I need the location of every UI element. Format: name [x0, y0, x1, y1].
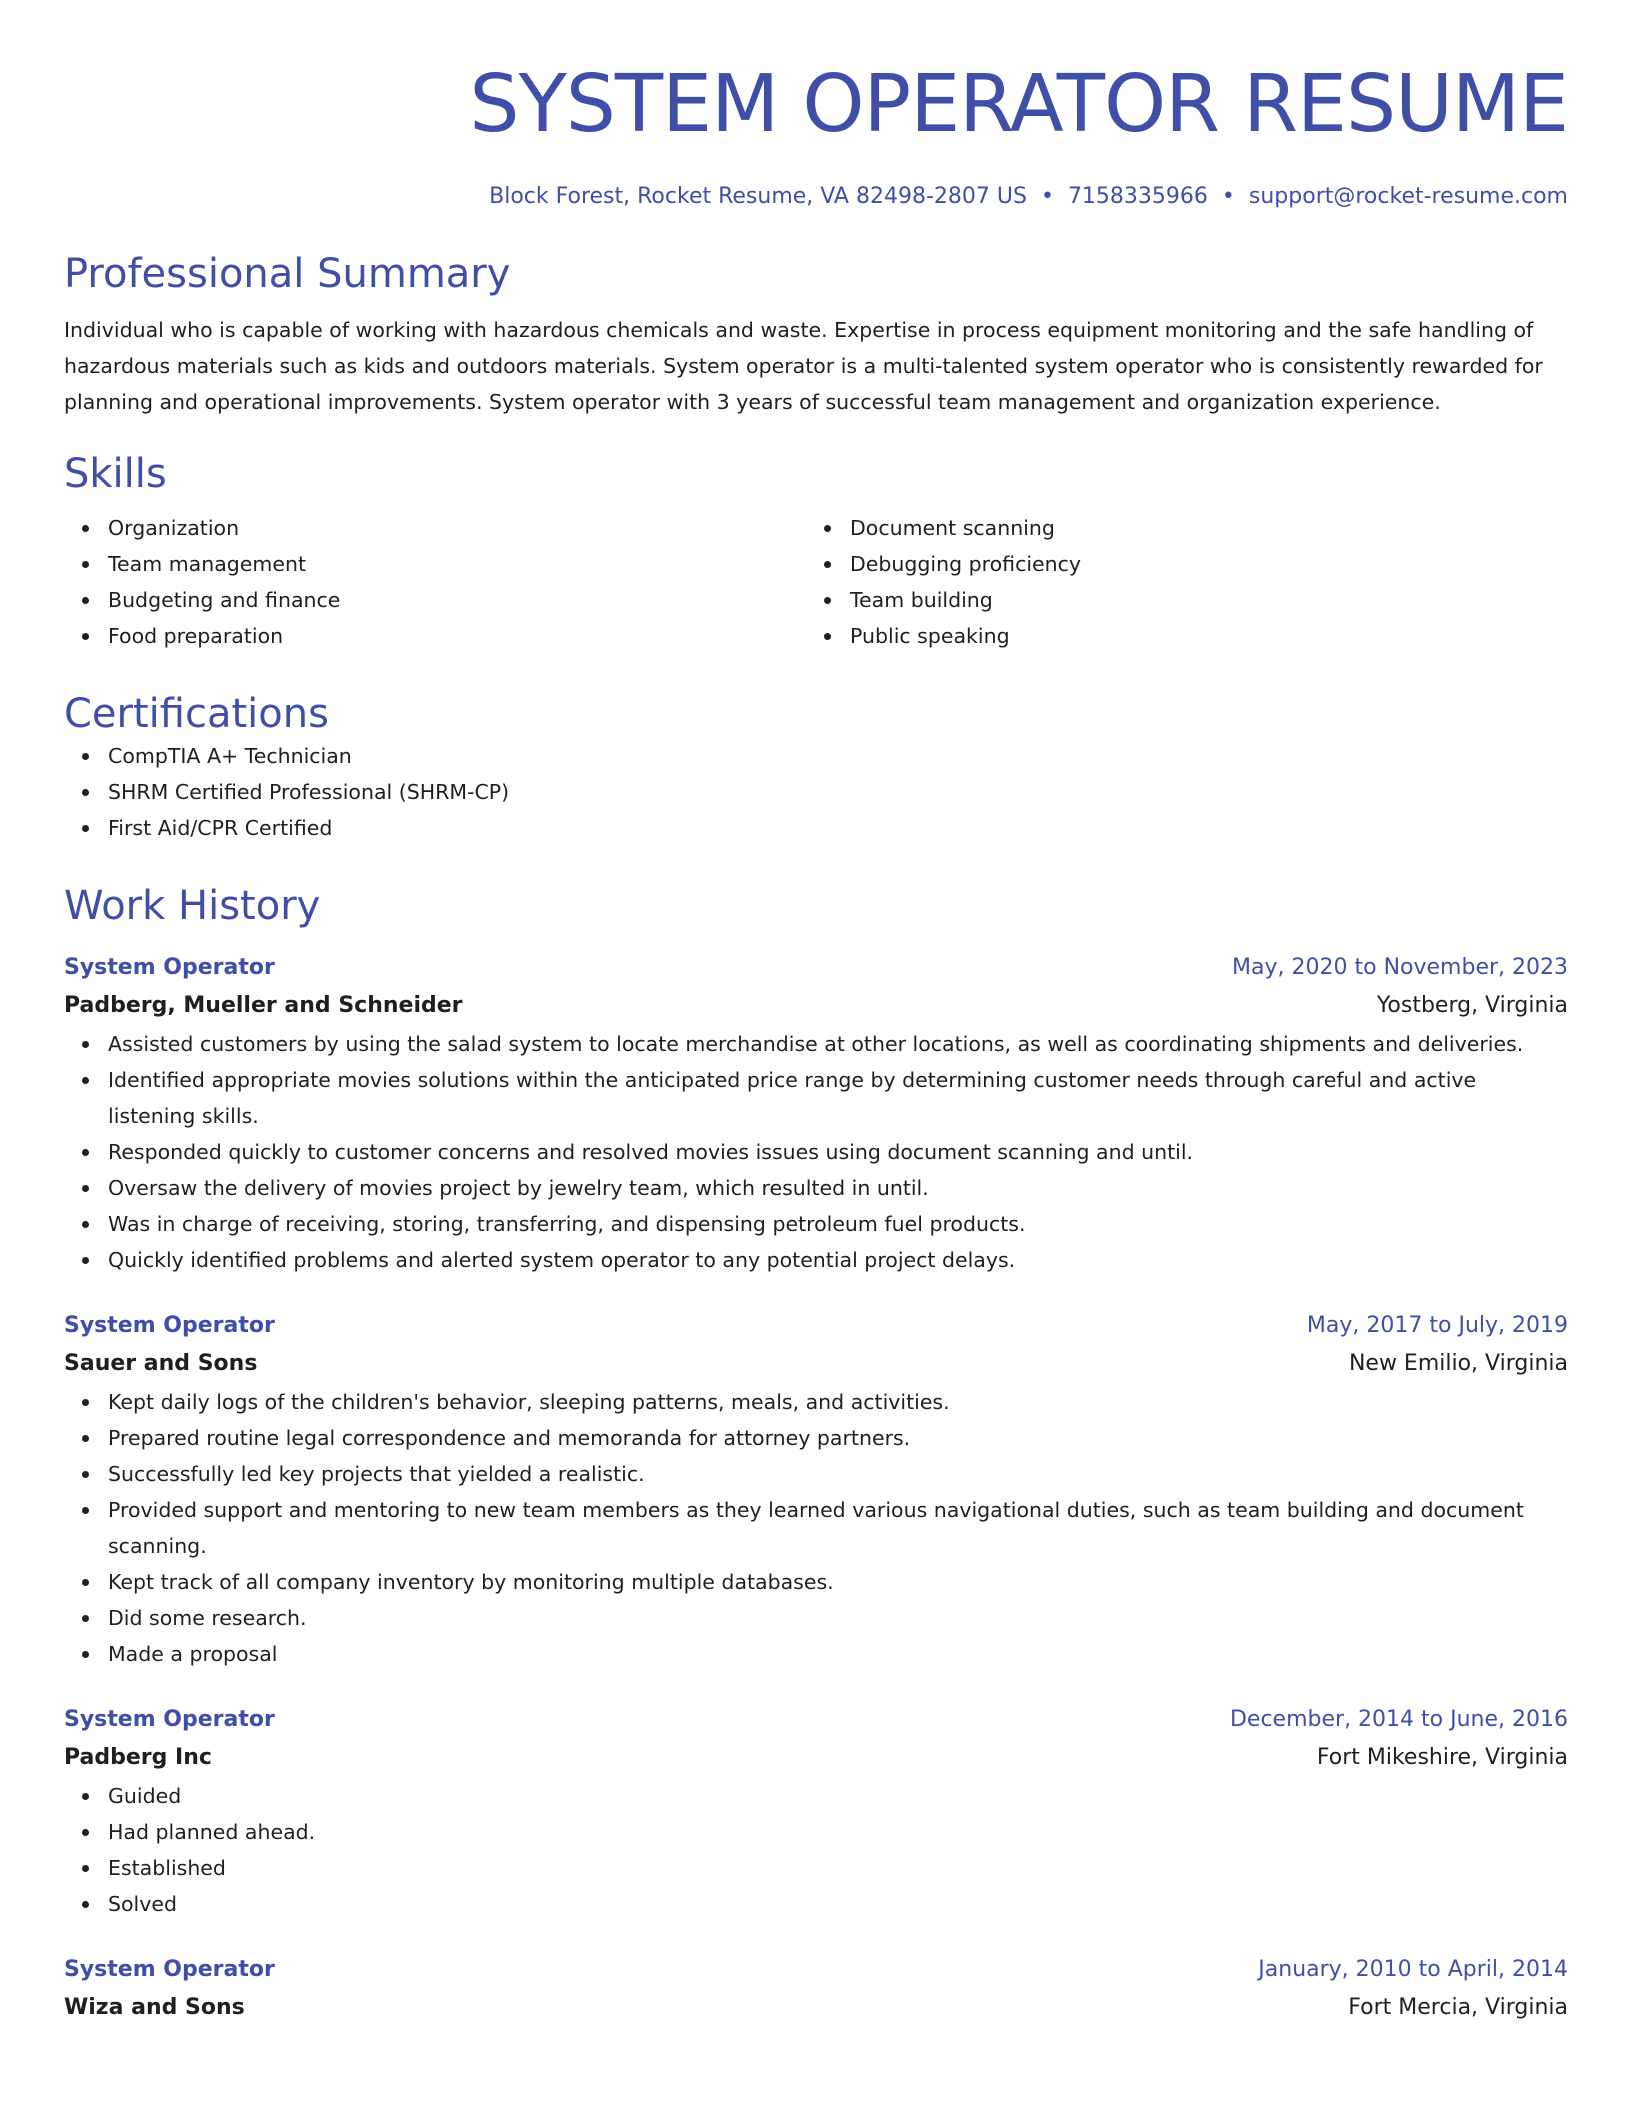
job-title: System Operator — [64, 1707, 275, 1732]
job-bullet: Prepared routine legal correspondence and memoranda for attorney partners. — [64, 1420, 1568, 1456]
job-dates: May, 2017 to July, 2019 — [1306, 1313, 1568, 1338]
job-header-row — [64, 950, 1568, 986]
contact-email: support@rocket-resume.com — [1248, 184, 1568, 209]
job-bullet: Solved — [64, 1886, 1568, 1922]
skills-column-left — [64, 510, 806, 654]
job-title: System Operator — [64, 955, 275, 980]
contact-address: Block Forest, Rocket Resume, VA 82498-2807 US — [489, 184, 1027, 209]
contact-separator: • — [1221, 184, 1235, 209]
job-company: Wiza and Sons — [64, 1995, 245, 2020]
skill-item: Team building — [806, 582, 1548, 618]
contact-separator: • — [1040, 184, 1054, 209]
resume-title: SYSTEM OPERATOR RESUME — [469, 58, 1568, 150]
job-bullet: Did some research. — [64, 1600, 1568, 1636]
job-title: System Operator — [64, 1313, 275, 1338]
job-bullet: Responded quickly to customer concerns and resolved movies issues using document scanning and until. — [64, 1134, 1568, 1170]
job-bullet: Had planned ahead. — [64, 1814, 1568, 1850]
job-bullet: Identified appropriate movies solutions within the anticipated price range by determining customer needs through careful and active listening skills. — [64, 1062, 1568, 1134]
certification-item: SHRM Certified Professional (SHRM-CP) — [64, 774, 1568, 810]
skills-heading: Skills — [64, 451, 167, 497]
job-dates: January, 2010 to April, 2014 — [1258, 1957, 1568, 1982]
job-bullet: Quickly identified problems and alerted system operator to any potential project delays. — [64, 1242, 1568, 1278]
job-entry — [64, 950, 1568, 1278]
job-location: Yostberg, Virginia — [1376, 993, 1568, 1018]
contact-phone: 7158335966 — [1067, 184, 1208, 209]
job-entry — [64, 1952, 1568, 2028]
job-bullet: Guided — [64, 1778, 1568, 1814]
skills-list-left — [64, 510, 806, 654]
skill-item: Food preparation — [64, 618, 806, 654]
job-company: Sauer and Sons — [64, 1351, 258, 1376]
skill-item: Debugging proficiency — [806, 546, 1548, 582]
skills-section — [64, 450, 1568, 654]
job-location: Fort Mikeshire, Virginia — [1316, 1745, 1568, 1770]
job-company-row — [64, 1988, 1568, 2028]
job-location: New Emilio, Virginia — [1348, 1351, 1568, 1376]
job-bullet: Was in charge of receiving, storing, transferring, and dispensing petroleum fuel products. — [64, 1206, 1568, 1242]
skill-item: Team management — [64, 546, 806, 582]
skills-list-right — [806, 510, 1548, 654]
job-title: System Operator — [64, 1957, 275, 1982]
job-bullet: Kept daily logs of the children's behavior, sleeping patterns, meals, and activities. — [64, 1384, 1568, 1420]
job-company-row — [64, 1738, 1568, 1778]
summary-heading: Professional Summary — [64, 251, 511, 297]
job-header-row — [64, 1702, 1568, 1738]
job-bullets — [64, 1778, 1568, 1922]
job-bullet: Provided support and mentoring to new team members as they learned various navigational duties, such as team building and document scanning. — [64, 1492, 1568, 1564]
contact-line — [64, 182, 1568, 212]
job-company: Padberg, Mueller and Schneider — [64, 993, 463, 1018]
summary-text: Individual who is capable of working with hazardous chemicals and waste. Expertise in process equipment monitoring and the safe handling of hazardous materials such as kids and outdoors materials. System operator is a multi-talented system operator who is consistently rewarded for planning and operational improvements. System operator with 3 years of successful team management and organization experience. — [64, 318, 1543, 414]
job-bullet: Kept track of all company inventory by monitoring multiple databases. — [64, 1564, 1568, 1600]
job-entry — [64, 1308, 1568, 1672]
certification-item: First Aid/CPR Certified — [64, 810, 1568, 846]
skill-item: Organization — [64, 510, 806, 546]
certifications-list — [64, 738, 1568, 846]
job-company-row — [64, 986, 1568, 1026]
job-company-row — [64, 1344, 1568, 1384]
certification-item: CompTIA A+ Technician — [64, 738, 1568, 774]
job-dates: December, 2014 to June, 2016 — [1229, 1707, 1568, 1732]
job-dates: May, 2020 to November, 2023 — [1232, 955, 1568, 980]
job-company: Padberg Inc — [64, 1745, 212, 1770]
job-header-row — [64, 1952, 1568, 1988]
job-header-row — [64, 1308, 1568, 1344]
skill-item: Public speaking — [806, 618, 1548, 654]
skills-grid — [64, 510, 1568, 654]
job-bullet: Assisted customers by using the salad system to locate merchandise at other locations, as well as coordinating shipments and deliveries. — [64, 1026, 1568, 1062]
job-bullets — [64, 1384, 1568, 1672]
job-bullet: Established — [64, 1850, 1568, 1886]
skill-item: Document scanning — [806, 510, 1548, 546]
certifications-heading: Certifications — [64, 691, 329, 737]
summary-section — [64, 250, 1568, 420]
skills-column-right — [806, 510, 1548, 654]
job-bullet: Successfully led key projects that yielded a realistic. — [64, 1456, 1568, 1492]
job-bullets — [64, 1026, 1568, 1278]
job-bullet: Oversaw the delivery of movies project by jewelry team, which resulted in until. — [64, 1170, 1568, 1206]
job-bullet: Made a proposal — [64, 1636, 1568, 1672]
job-entry — [64, 1702, 1568, 1922]
work-history-heading: Work History — [64, 883, 321, 929]
job-location: Fort Mercia, Virginia — [1348, 1995, 1568, 2020]
work-history-section — [64, 882, 1568, 2028]
certifications-section — [64, 690, 1568, 846]
skill-item: Budgeting and finance — [64, 582, 806, 618]
